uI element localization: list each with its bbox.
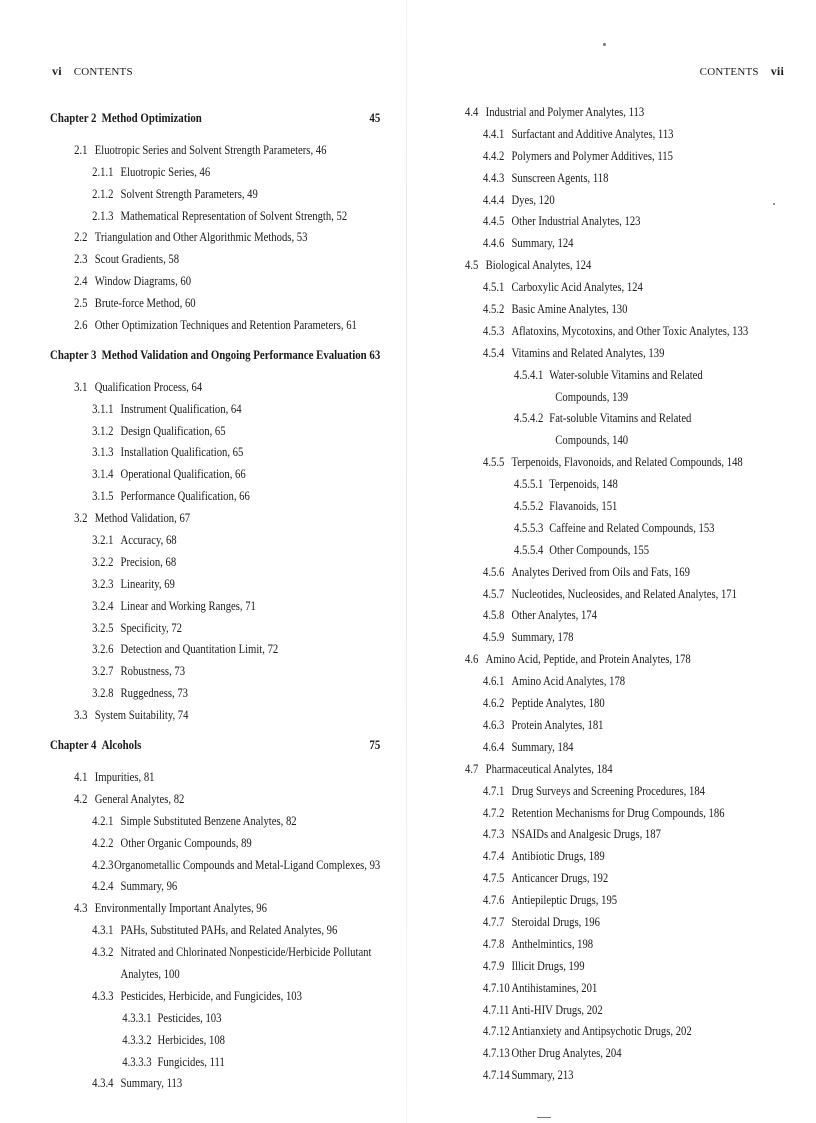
toc-entry xyxy=(465,277,792,299)
section-title: Organometallic Compounds and Metal-Ligand Complexes, 93 xyxy=(114,857,381,872)
section-number: 4.7.14 xyxy=(483,1068,510,1083)
section-title: Installation Qualification, 65 xyxy=(120,445,244,460)
section-number: 4.7.4 xyxy=(483,849,505,864)
section-number: 3.1.3 xyxy=(92,445,114,460)
toc-entry xyxy=(465,824,792,846)
toc-entry xyxy=(465,715,792,737)
chapter-heading xyxy=(50,735,380,757)
section-title: Summary, 184 xyxy=(511,739,574,754)
toc-entry xyxy=(465,321,792,343)
section-number: 3.2.2 xyxy=(92,554,114,569)
section-title: Performance Qualification, 66 xyxy=(120,489,250,504)
toc-entry xyxy=(50,552,380,574)
running-head-label: CONTENTS xyxy=(699,66,759,78)
section-number: 4.6.3 xyxy=(483,717,505,732)
toc-entry xyxy=(50,705,380,727)
chapter-heading xyxy=(50,345,380,367)
toc-entry xyxy=(50,315,380,337)
section-number: 3.1 xyxy=(74,379,88,394)
section-title: Terpenoids, Flavonoids, and Related Compounds, 148 xyxy=(511,455,743,470)
section-number: 2.1.2 xyxy=(92,186,114,201)
toc-entry xyxy=(50,377,380,399)
chapter-number: Chapter 2 xyxy=(50,111,97,125)
toc-entry xyxy=(465,518,792,540)
toc-entry xyxy=(50,442,380,464)
toc-entry xyxy=(465,846,792,868)
toc-entry xyxy=(50,249,380,271)
toc-entry xyxy=(50,661,380,683)
section-number: 4.5.2 xyxy=(483,302,505,317)
toc-entry xyxy=(465,343,792,365)
section-number: 4.7.13 xyxy=(483,1046,510,1061)
toc-entry xyxy=(465,1000,792,1022)
section-number: 4.7.3 xyxy=(483,827,505,842)
section-title: Anticancer Drugs, 192 xyxy=(511,871,609,886)
toc-entry xyxy=(50,184,380,206)
chapter-number: Chapter 3 xyxy=(50,347,97,362)
section-title: Nitrated and Chlorinated Nonpesticide/Herbicide Pollutant xyxy=(120,945,372,960)
toc-entry xyxy=(465,912,792,934)
toc-entry xyxy=(465,693,792,715)
section-number: 4.3.2 xyxy=(92,945,114,960)
toc-entry xyxy=(50,639,380,661)
section-title: Eluotropic Series and Solvent Strength Parameters, 46 xyxy=(94,142,327,157)
section-title: Summary, 124 xyxy=(511,236,574,251)
toc-entry xyxy=(50,876,380,898)
toc-entry xyxy=(465,890,792,912)
toc-entry xyxy=(465,474,792,496)
toc-entry xyxy=(465,452,792,474)
toc-entry xyxy=(50,574,380,596)
scan-mark xyxy=(537,1117,551,1118)
section-number: 2.1.1 xyxy=(92,164,114,179)
section-number: 4.4.6 xyxy=(483,236,505,251)
section-title: Eluotropic Series, 46 xyxy=(120,164,211,179)
section-number: 4.6.2 xyxy=(483,696,505,711)
toc-entry xyxy=(465,605,792,627)
section-title: Anti-HIV Drugs, 202 xyxy=(511,1002,603,1017)
section-number: 4.3.1 xyxy=(92,923,114,938)
section-title: Herbicides, 108 xyxy=(157,1032,225,1047)
section-number: 4.7.10 xyxy=(483,980,510,995)
toc-entry xyxy=(465,299,792,321)
section-title: Detection and Quantitation Limit, 72 xyxy=(120,642,279,657)
section-number: 4.4.1 xyxy=(483,126,505,141)
section-title: Method Validation, 67 xyxy=(94,511,191,526)
toc-entry xyxy=(50,486,380,508)
toc-left xyxy=(50,108,380,1095)
chapter-title: Method Validation and Ongoing Performance Evaluation xyxy=(101,347,367,362)
section-number: 4.7.2 xyxy=(483,805,505,820)
toc-entry xyxy=(465,255,792,277)
section-number: 4.7.12 xyxy=(483,1024,510,1039)
section-title: Amino Acid, Peptide, and Protein Analytes, 178 xyxy=(485,652,691,667)
section-title: Other Compounds, 155 xyxy=(549,542,650,557)
section-number: 2.5 xyxy=(74,296,88,311)
section-number: 4.3 xyxy=(74,901,88,916)
section-title: Antianxiety and Antipsychotic Drugs, 202 xyxy=(511,1024,692,1039)
toc-entry xyxy=(465,124,792,146)
section-title: Other Drug Analytes, 204 xyxy=(511,1046,622,1061)
page-gutter xyxy=(406,0,407,1123)
toc-entry xyxy=(465,387,792,409)
section-number: 4.4 xyxy=(465,105,479,119)
toc-entry xyxy=(465,803,792,825)
section-title: General Analytes, 82 xyxy=(94,791,185,806)
section-title: Summary, 113 xyxy=(120,1076,183,1091)
section-title: Other Optimization Techniques and Retention Parameters, 61 xyxy=(94,318,357,333)
toc-entry xyxy=(50,508,380,530)
section-title: Terpenoids, 148 xyxy=(549,477,618,492)
section-number: 4.7.8 xyxy=(483,936,505,951)
section-number: 4.5.4 xyxy=(483,345,505,360)
section-title: Precision, 68 xyxy=(120,554,177,569)
toc-entry xyxy=(50,162,380,184)
chapter-title: Alcohols xyxy=(101,738,142,753)
right-page xyxy=(408,0,816,1123)
section-number: 3.2.8 xyxy=(92,686,114,701)
section-title: Sunscreen Agents, 118 xyxy=(511,170,609,185)
section-title: NSAIDs and Analgesic Drugs, 187 xyxy=(511,827,661,842)
section-number: 4.5.8 xyxy=(483,608,505,623)
toc-entry xyxy=(50,140,380,162)
toc-entry xyxy=(465,649,792,671)
toc-entry xyxy=(465,430,792,452)
section-title: Biological Analytes, 124 xyxy=(485,258,592,273)
section-number: 3.1.2 xyxy=(92,423,114,438)
toc-entry xyxy=(465,168,792,190)
section-number: 4.2.3 xyxy=(92,857,114,872)
section-title: Specificity, 72 xyxy=(120,620,182,635)
toc-entry xyxy=(465,408,792,430)
section-number: 4.2.1 xyxy=(92,813,114,828)
section-title: Pharmaceutical Analytes, 184 xyxy=(485,761,613,776)
section-number: 3.2 xyxy=(74,511,88,526)
toc-entry xyxy=(50,530,380,552)
toc-entry xyxy=(465,956,792,978)
toc-entry xyxy=(465,211,792,233)
section-number: 4.4.2 xyxy=(483,148,505,163)
section-title: Anthelmintics, 198 xyxy=(511,936,594,951)
section-number: 3.2.6 xyxy=(92,642,114,657)
section-number: 4.7.7 xyxy=(483,914,505,929)
toc-entry xyxy=(50,227,380,249)
toc-entry xyxy=(50,942,380,964)
toc-right xyxy=(465,102,792,1087)
section-title: Illicit Drugs, 199 xyxy=(511,958,585,973)
section-number: 4.2.2 xyxy=(92,835,114,850)
toc-entry xyxy=(465,1065,792,1087)
section-number: 2.1.3 xyxy=(92,208,114,223)
section-title: Brute-force Method, 60 xyxy=(94,296,196,311)
toc-entry xyxy=(465,233,792,255)
section-title: Operational Qualification, 66 xyxy=(120,467,246,482)
toc-entry xyxy=(50,964,380,986)
chapter-page-number: 63 xyxy=(369,347,381,362)
toc-entry xyxy=(50,683,380,705)
section-title: Accuracy, 68 xyxy=(120,533,177,548)
toc-entry xyxy=(50,421,380,443)
toc-entry xyxy=(465,562,792,584)
section-title: Pesticides, 103 xyxy=(157,1010,222,1025)
section-title: Ruggedness, 73 xyxy=(120,686,189,701)
scan-speck xyxy=(603,43,606,46)
section-title: Surfactant and Additive Analytes, 113 xyxy=(511,126,674,141)
section-number: 4.7.6 xyxy=(483,893,505,908)
running-head-label: CONTENTS xyxy=(73,66,133,78)
page-number: vii xyxy=(770,64,784,78)
toc-entry xyxy=(465,934,792,956)
toc-entry xyxy=(465,584,792,606)
section-title: Other Analytes, 174 xyxy=(511,608,597,623)
section-number: 3.2.3 xyxy=(92,576,114,591)
section-number: 4.3.4 xyxy=(92,1076,114,1091)
section-number: 4.3.3 xyxy=(92,988,114,1003)
toc-entry xyxy=(50,399,380,421)
section-number: 4.5.5.1 xyxy=(514,477,544,492)
section-title: Aflatoxins, Mycotoxins, and Other Toxic Analytes, 133 xyxy=(511,323,749,338)
section-title: Impurities, 81 xyxy=(94,769,155,784)
section-title: Fungicides, 111 xyxy=(157,1054,225,1069)
section-number: 4.5.5 xyxy=(483,455,505,470)
section-title: Solvent Strength Parameters, 49 xyxy=(120,186,258,201)
toc-entry xyxy=(50,1073,380,1095)
page-number: vi xyxy=(52,64,62,78)
section-title: Other Organic Compounds, 89 xyxy=(120,835,252,850)
toc-entry xyxy=(465,1021,792,1043)
section-number: 3.2.5 xyxy=(92,620,114,635)
section-number: 4.2.4 xyxy=(92,879,114,894)
toc-entry xyxy=(50,293,380,315)
section-number: 4.5.7 xyxy=(483,586,505,601)
section-number: 4.7.1 xyxy=(483,783,505,798)
section-number: 4.4.4 xyxy=(483,192,505,207)
toc-entry xyxy=(465,978,792,1000)
toc-entry xyxy=(465,496,792,518)
section-title: Basic Amine Analytes, 130 xyxy=(511,302,628,317)
toc-entry xyxy=(50,1030,380,1052)
chapter-page-number: 45 xyxy=(369,111,381,125)
toc-entry xyxy=(50,855,380,877)
scan-speck xyxy=(773,203,775,205)
section-number: 4.6.1 xyxy=(483,674,505,689)
toc-entry xyxy=(465,190,792,212)
section-number: 4.7.11 xyxy=(483,1002,510,1017)
toc-entry xyxy=(465,102,792,124)
section-title: Linearity, 69 xyxy=(120,576,175,591)
section-title: Antiepileptic Drugs, 195 xyxy=(511,893,618,908)
section-number: 3.2.4 xyxy=(92,598,114,613)
section-number: 4.5.9 xyxy=(483,630,505,645)
toc-entry xyxy=(50,898,380,920)
toc-entry xyxy=(465,759,792,781)
section-number: 4.3.3.1 xyxy=(122,1010,152,1025)
section-number: 4.2 xyxy=(74,791,88,806)
section-title: Analytes, 100 xyxy=(120,966,180,981)
section-title: Environmentally Important Analytes, 96 xyxy=(94,901,267,916)
chapter-heading xyxy=(50,108,380,130)
section-title: Retention Mechanisms for Drug Compounds, 186 xyxy=(511,805,725,820)
section-title: Pesticides, Herbicide, and Fungicides, 103 xyxy=(120,988,302,1003)
section-title: Carboxylic Acid Analytes, 124 xyxy=(511,280,643,295)
section-title: Peptide Analytes, 180 xyxy=(511,696,605,711)
toc-entry xyxy=(50,986,380,1008)
section-title: Triangulation and Other Algorithmic Methods, 53 xyxy=(94,230,308,245)
section-title: Summary, 213 xyxy=(511,1068,574,1083)
toc-entry xyxy=(50,789,380,811)
section-number: 4.3.3.2 xyxy=(122,1032,152,1047)
section-title: Vitamins and Related Analytes, 139 xyxy=(511,345,665,360)
section-title: Scout Gradients, 58 xyxy=(94,252,180,267)
toc-entry xyxy=(50,767,380,789)
toc-entry xyxy=(50,464,380,486)
section-number: 4.5.5.4 xyxy=(514,542,544,557)
section-title: Amino Acid Analytes, 178 xyxy=(511,674,626,689)
section-number: 4.5 xyxy=(465,258,479,273)
section-number: 4.7.5 xyxy=(483,871,505,886)
section-number: 3.1.1 xyxy=(92,401,114,416)
section-title: Other Industrial Analytes, 123 xyxy=(511,214,641,229)
toc-entry xyxy=(465,146,792,168)
section-title: System Suitability, 74 xyxy=(94,708,189,723)
toc-entry xyxy=(465,540,792,562)
section-number: 4.5.4.2 xyxy=(514,411,544,426)
section-number: 3.3 xyxy=(74,708,88,723)
chapter-page-number: 75 xyxy=(369,738,381,753)
section-number: 4.4.3 xyxy=(483,170,505,185)
section-title: Window Diagrams, 60 xyxy=(94,274,192,289)
section-number: 4.5.1 xyxy=(483,280,505,295)
section-number: 4.7.9 xyxy=(483,958,505,973)
section-number: 4.3.3.3 xyxy=(122,1054,152,1069)
section-number: 3.1.5 xyxy=(92,489,114,504)
section-title: Robustness, 73 xyxy=(120,664,186,679)
section-title: Nucleotides, Nucleosides, and Related Analytes, 171 xyxy=(511,586,737,601)
section-number: 4.5.5.3 xyxy=(514,520,544,535)
toc-entry xyxy=(465,781,792,803)
section-title: Steroidal Drugs, 196 xyxy=(511,914,600,929)
section-title: Summary, 96 xyxy=(120,879,178,894)
section-title: Analytes Derived from Oils and Fats, 169 xyxy=(511,564,690,579)
toc-entry xyxy=(465,737,792,759)
section-title: Drug Surveys and Screening Procedures, 184 xyxy=(511,783,705,798)
toc-entry xyxy=(465,868,792,890)
section-number: 3.1.4 xyxy=(92,467,114,482)
toc-entry xyxy=(50,1008,380,1030)
section-title: Linear and Working Ranges, 71 xyxy=(120,598,256,613)
section-title: Simple Substituted Benzene Analytes, 82 xyxy=(120,813,297,828)
section-number: 4.6.4 xyxy=(483,739,505,754)
chapter-title: Method Optimization xyxy=(101,111,202,125)
section-title: Flavanoids, 151 xyxy=(549,499,618,514)
section-number: 4.5.3 xyxy=(483,323,505,338)
toc-entry xyxy=(465,365,792,387)
toc-entry xyxy=(50,618,380,640)
section-title: Instrument Qualification, 64 xyxy=(120,401,242,416)
section-number: 4.5.6 xyxy=(483,564,505,579)
section-title: Compounds, 139 xyxy=(555,389,629,404)
section-number: 4.6 xyxy=(465,652,479,667)
section-title: Qualification Process, 64 xyxy=(94,379,203,394)
toc-entry xyxy=(50,206,380,228)
section-number: 2.2 xyxy=(74,230,88,245)
toc-entry xyxy=(465,627,792,649)
toc-entry xyxy=(50,833,380,855)
section-number: 4.7 xyxy=(465,761,479,776)
section-title: Polymers and Polymer Additives, 115 xyxy=(511,148,673,163)
toc-entry xyxy=(465,1043,792,1065)
section-number: 2.4 xyxy=(74,274,88,289)
running-head-left xyxy=(52,64,133,79)
section-number: 2.1 xyxy=(74,142,88,157)
section-title: Compounds, 140 xyxy=(555,433,629,448)
running-head-right xyxy=(700,64,784,79)
section-number: 4.1 xyxy=(74,769,88,784)
section-number: 2.6 xyxy=(74,318,88,333)
section-number: 3.2.7 xyxy=(92,664,114,679)
toc-entry xyxy=(50,596,380,618)
section-title: Antihistamines, 201 xyxy=(511,980,598,995)
toc-entry xyxy=(50,811,380,833)
section-title: Caffeine and Related Compounds, 153 xyxy=(549,520,715,535)
toc-entry xyxy=(465,671,792,693)
section-number: 2.3 xyxy=(74,252,88,267)
section-title: Design Qualification, 65 xyxy=(120,423,226,438)
section-title: Dyes, 120 xyxy=(511,192,555,207)
section-number: 4.5.4.1 xyxy=(514,367,544,382)
toc-entry xyxy=(50,271,380,293)
section-title: PAHs, Substituted PAHs, and Related Analytes, 96 xyxy=(120,923,338,938)
section-title: Protein Analytes, 181 xyxy=(511,717,604,732)
toc-entry xyxy=(50,920,380,942)
section-title: Industrial and Polymer Analytes, 113 xyxy=(485,105,645,119)
section-title: Antibiotic Drugs, 189 xyxy=(511,849,605,864)
section-title: Summary, 178 xyxy=(511,630,574,645)
section-title: Fat-soluble Vitamins and Related xyxy=(549,411,692,426)
toc-entry xyxy=(50,1052,380,1074)
section-title: Water-soluble Vitamins and Related xyxy=(549,367,703,382)
section-number: 3.2.1 xyxy=(92,533,114,548)
chapter-number: Chapter 4 xyxy=(50,738,97,753)
section-number: 4.5.5.2 xyxy=(514,499,544,514)
section-title: Mathematical Representation of Solvent Strength, 52 xyxy=(120,208,348,223)
section-number: 4.4.5 xyxy=(483,214,505,229)
